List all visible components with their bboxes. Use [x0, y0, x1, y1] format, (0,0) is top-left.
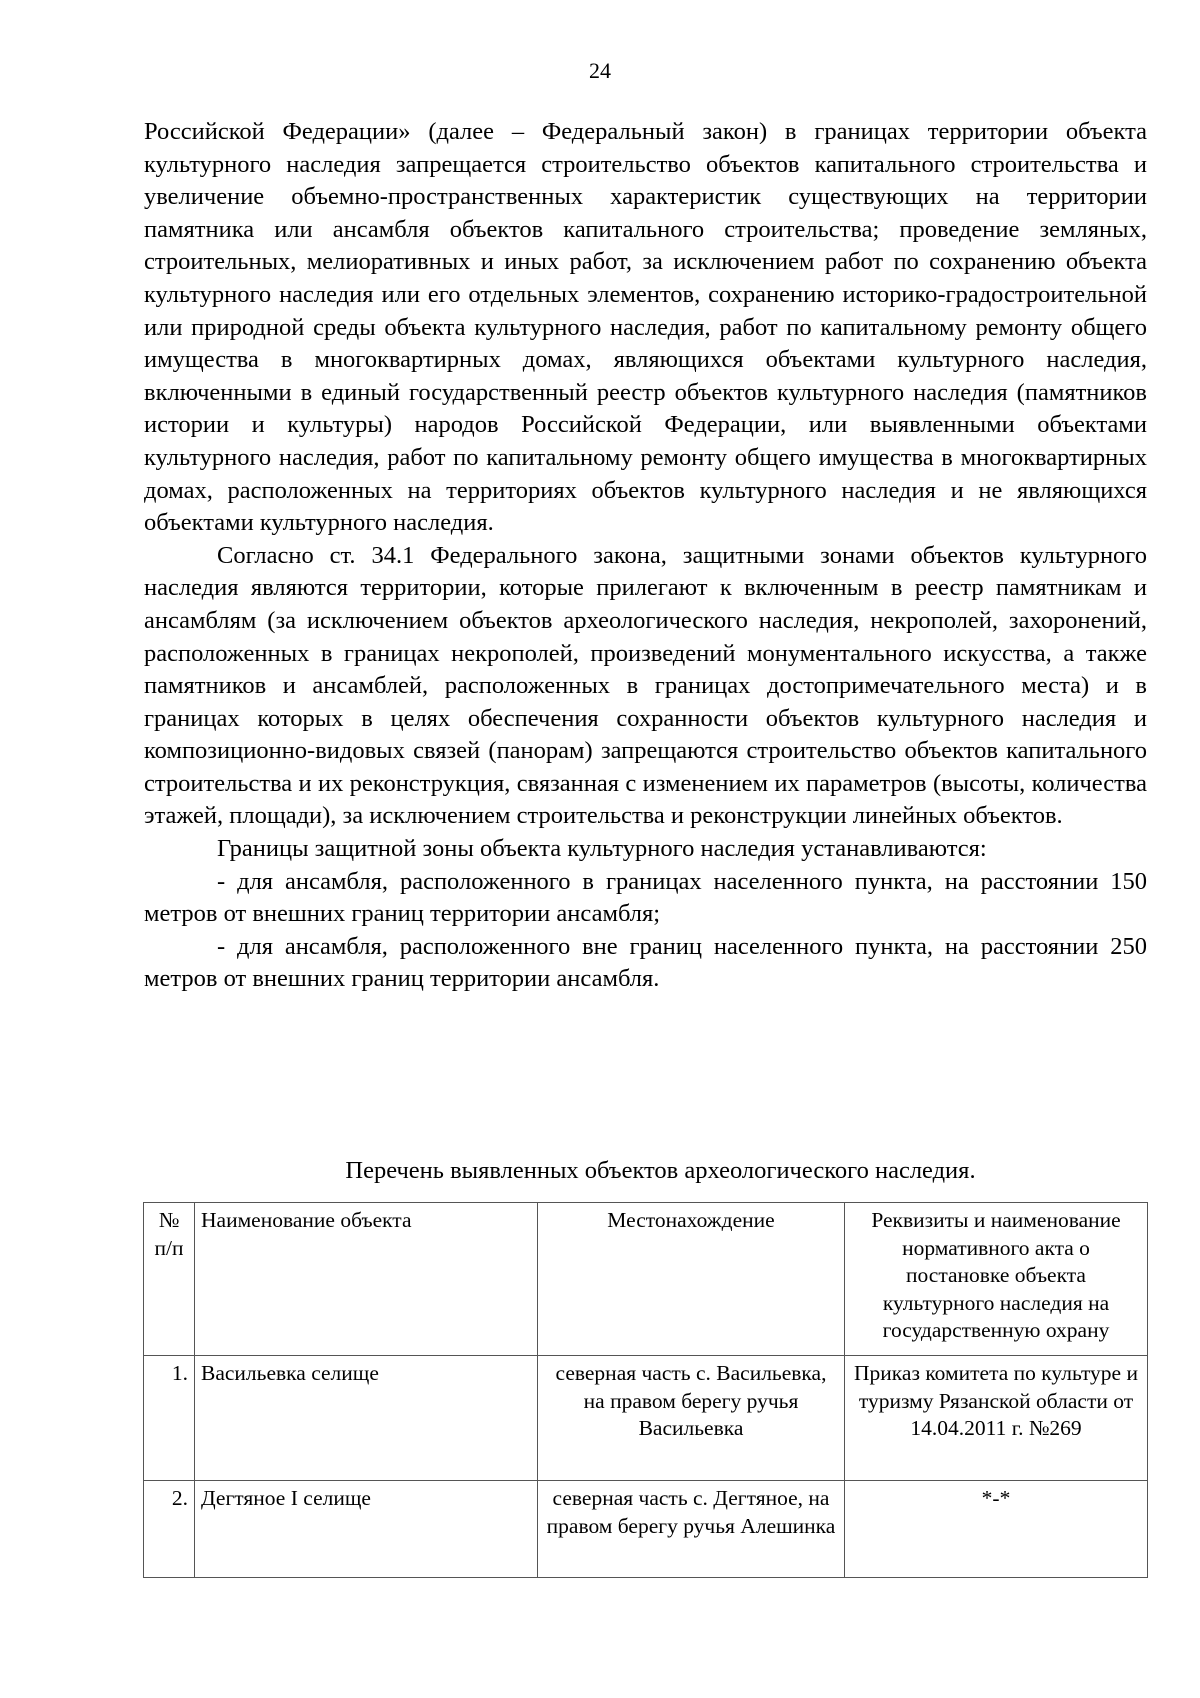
header-object-name: Наименование объекта	[195, 1203, 538, 1356]
header-location: Местонахождение	[538, 1203, 845, 1356]
row-location: северная часть с. Васильевка, на правом берегу ручья Васильевка	[538, 1356, 845, 1481]
page-number: 24	[589, 58, 611, 83]
table-row	[144, 1481, 1148, 1578]
header-number: № п/п	[144, 1203, 195, 1356]
row-number: 2.	[144, 1481, 195, 1578]
row-requisites: *-*	[845, 1481, 1148, 1578]
list-item-outside-settlement: - для ансамбля, расположенного вне границ населенного пункта, на расстоянии 250 метров от внешних границ территории ансамбля.	[144, 932, 1147, 993]
row-object-name: Дегтяное I селище	[195, 1481, 538, 1578]
archaeological-objects-table	[143, 1202, 1148, 1578]
paragraph-zone-boundaries: Границы защитной зоны объекта культурного наследия устанавливаются:	[217, 835, 987, 863]
table-header-row	[144, 1203, 1148, 1356]
table-caption: Перечень выявленных объектов археологического наследия.	[345, 1157, 976, 1184]
list-item-inside-settlement: - для ансамбля, расположенного в границах населенного пункта, на расстоянии 150 метров от внешних границ территории ансамбля;	[144, 867, 1147, 928]
header-requisites: Реквизиты и наименование нормативного акта о постановке объекта культурного наследия на государственную охрану	[845, 1203, 1148, 1356]
paragraph-protective-zones: Согласно ст. 34.1 Федерального закона, защитными зонами объектов культурного наследия являются территории, которые прилегают к включенным в реестр памятникам и ансамблям (за исключением объектов археологического наследия, некрополей, захоронений, расположенных в границах некрополей, произведений монументального искусства, а также памятников и ансамблей, расположенных в границах достопримечательного места) и в границах которых в целях обеспечения сохранности объектов культурного наследия и композиционно-видовых связей (панорам) запрещаются строительство объектов капитального строительства и их реконструкция, связанная с изменением их параметров (высоты, количества этажей, площади), за исключением строительства и реконструкции линейных объектов.	[144, 541, 1147, 830]
row-object-name: Васильевка селище	[195, 1356, 538, 1481]
row-requisites: Приказ комитета по культуре и туризму Рязанской области от 14.04.2011 г. №269	[845, 1356, 1148, 1481]
table-row	[144, 1356, 1148, 1481]
row-location: северная часть с. Дегтяное, на правом берегу ручья Алешинка	[538, 1481, 845, 1578]
body-text	[144, 116, 1147, 996]
paragraph-continuation: Российской Федерации» (далее – Федеральный закон) в границах территории объекта культурного наследия запрещается строительство объектов капитального строительства и увеличение объемно-пространственных характеристик существующих на территории памятника или ансамбля объектов капитального строительства; проведение земляных, строительных, мелиоративных и иных работ, за исключением работ по сохранению объекта культурного наследия или его отдельных элементов, сохранению историко-градостроительной или природной среды объекта культурного наследия, работ по капитальному ремонту общего имущества в многоквартирных домах, являющихся объектами культурного наследия, включенными в единый государственный реестр объектов культурного наследия (памятников истории и культуры) народов Российской Федерации, или выявленными объектами культурного наследия, работ по капитальному ремонту общего имущества в многоквартирных домах, расположенных на территориях объектов культурного наследия и не являющихся объектами культурного наследия.	[144, 118, 1147, 537]
row-number: 1.	[144, 1356, 195, 1481]
